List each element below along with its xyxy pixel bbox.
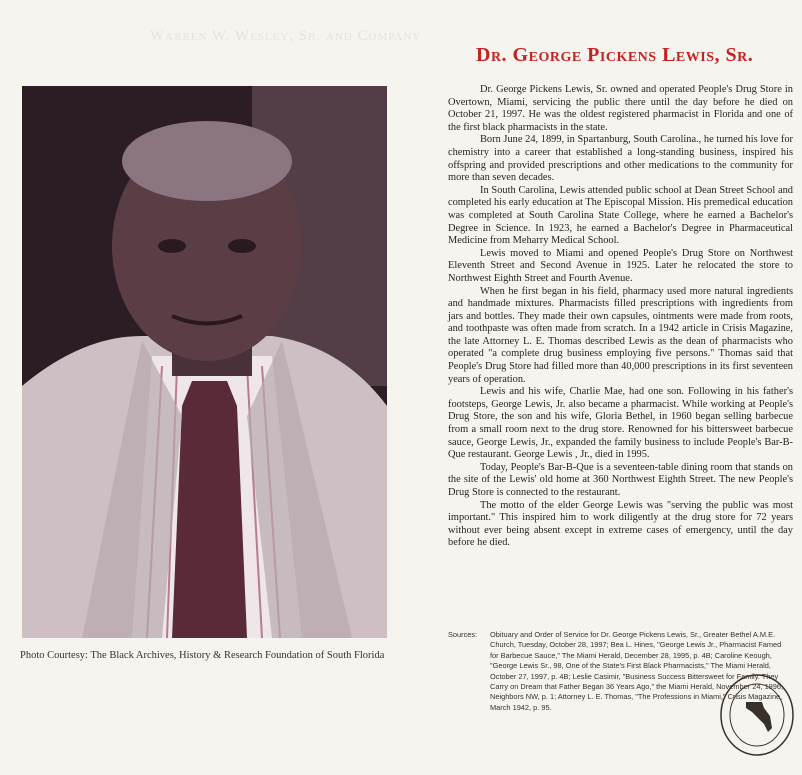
article-paragraph: Lewis and his wife, Charlie Mae, had one son. Following in his father's footsteps, George Lewis, Jr. also became a pharmacist. While working at People's Drug Store, the son and his wife, Gloria Bethel, in 1960 began selling barbecue from a small room next to the drug store. Renowned for his bittersweet barbecue sauce, George Lewis, Jr., expanded the family business to include People's Bar-B-Que restaurant. George Lewis , Jr., died in 1995. [448,386,793,461]
article-body [448,84,793,550]
photo-caption: Photo Courtesy: The Black Archives, History & Research Foundation of South Florida [20,650,385,661]
article-paragraph: When he first began in his field, pharmacy used more natural ingredients and handmade mixtures. Pharmacists filled prescriptions with ingredients from jars and bottles. They made their own capsules, ointments were made from roots, and toothpaste was often made from scratch. In a 1942 article in Crisis Magazine, the late Attorney L. E. Thomas described Lewis as the dean of pharmacists who operated "a complete drug business employing five persons." Thomas said that People's Drug Store had filled more than 40,000 prescriptions in its first seventeen years of operation. [448,285,793,385]
article-paragraph: Dr. George Pickens Lewis, Sr. owned and operated People's Drug Store in Overtown, Miami, servicing the public there until the day before he died on October 21, 1997. He was the oldest registered pharmacist in Florida and one of the first black pharmacists in the state. [448,84,793,133]
sources-label: Sources: [448,630,478,639]
article-paragraph: Today, People's Bar-B-Que is a seventeen-table dining room that stands on the site of the Lewis' old home at 360 Northwest Eighth Street. The new People's Drug Store is connected to the restaurant. [448,461,793,498]
article-paragraph: In South Carolina, Lewis attended public school at Dean Street School and completed his early education at The Episcopal Mission. His premedical education was completed at South Carolina State College, where he earned a Bachelor's Degree in Science. In 1923, he earned a Bachelor's Degree in Pharmaceutical Medicine from Meharry Medical School. [448,184,793,247]
black-archives-seal-icon [718,672,796,758]
article-paragraph: Lewis moved to Miami and opened People's Drug Store on Northwest Eleventh Street and Second Avenue in 1925. Later he relocated the store to Northwest Eighth Street and Fourth Avenue. [448,247,793,284]
article-title: Dr. George Pickens Lewis, Sr. [476,44,754,66]
sources-text: Obituary and Order of Service for Dr. George Pickens Lewis, Sr., Greater Bethel A.M.E. Church, Tuesday, October 28, 1997; Bea L. Hines, "George Lewis Jr., Pharmacist Famed for Barbecue Sauce," The Miami Herald, December 28, 1995, p. 4B; Caroline Keough, "George Lewis Sr., 98, One of the State's First Black Pharmacists," The Miami Herald, October 27, 1997, p. 4B; Leslie Casimir, "Business Success Bittersweet for Family. They Carry on Dream that Father Began 36 Years Ago," the Miami Herald, November 24, 1996, Neighbors NW, p. 1; Attorney L. E. Thomas, "The Professions in Miami," Crisis Magazine, March 1942, p. 95. [490,630,784,712]
article-paragraph: The motto of the elder George Lewis was "serving the public was most important." This inspired him to work diligently at the drug store for 72 years without ever being absent except in extreme cases of emergency, until the day before he died. [448,499,793,549]
portrait-illustration [22,86,387,638]
faint-background-header: Warren W. Wesley, Sr. and Company [150,28,422,44]
portrait-photo [22,86,387,638]
article-paragraph: Born June 24, 1899, in Spartanburg, South Carolina., he turned his love for chemistry into a career that established a long-standing business, inspired his offspring and provided prescriptions and other medications to the community for more than seven decades. [448,134,793,184]
